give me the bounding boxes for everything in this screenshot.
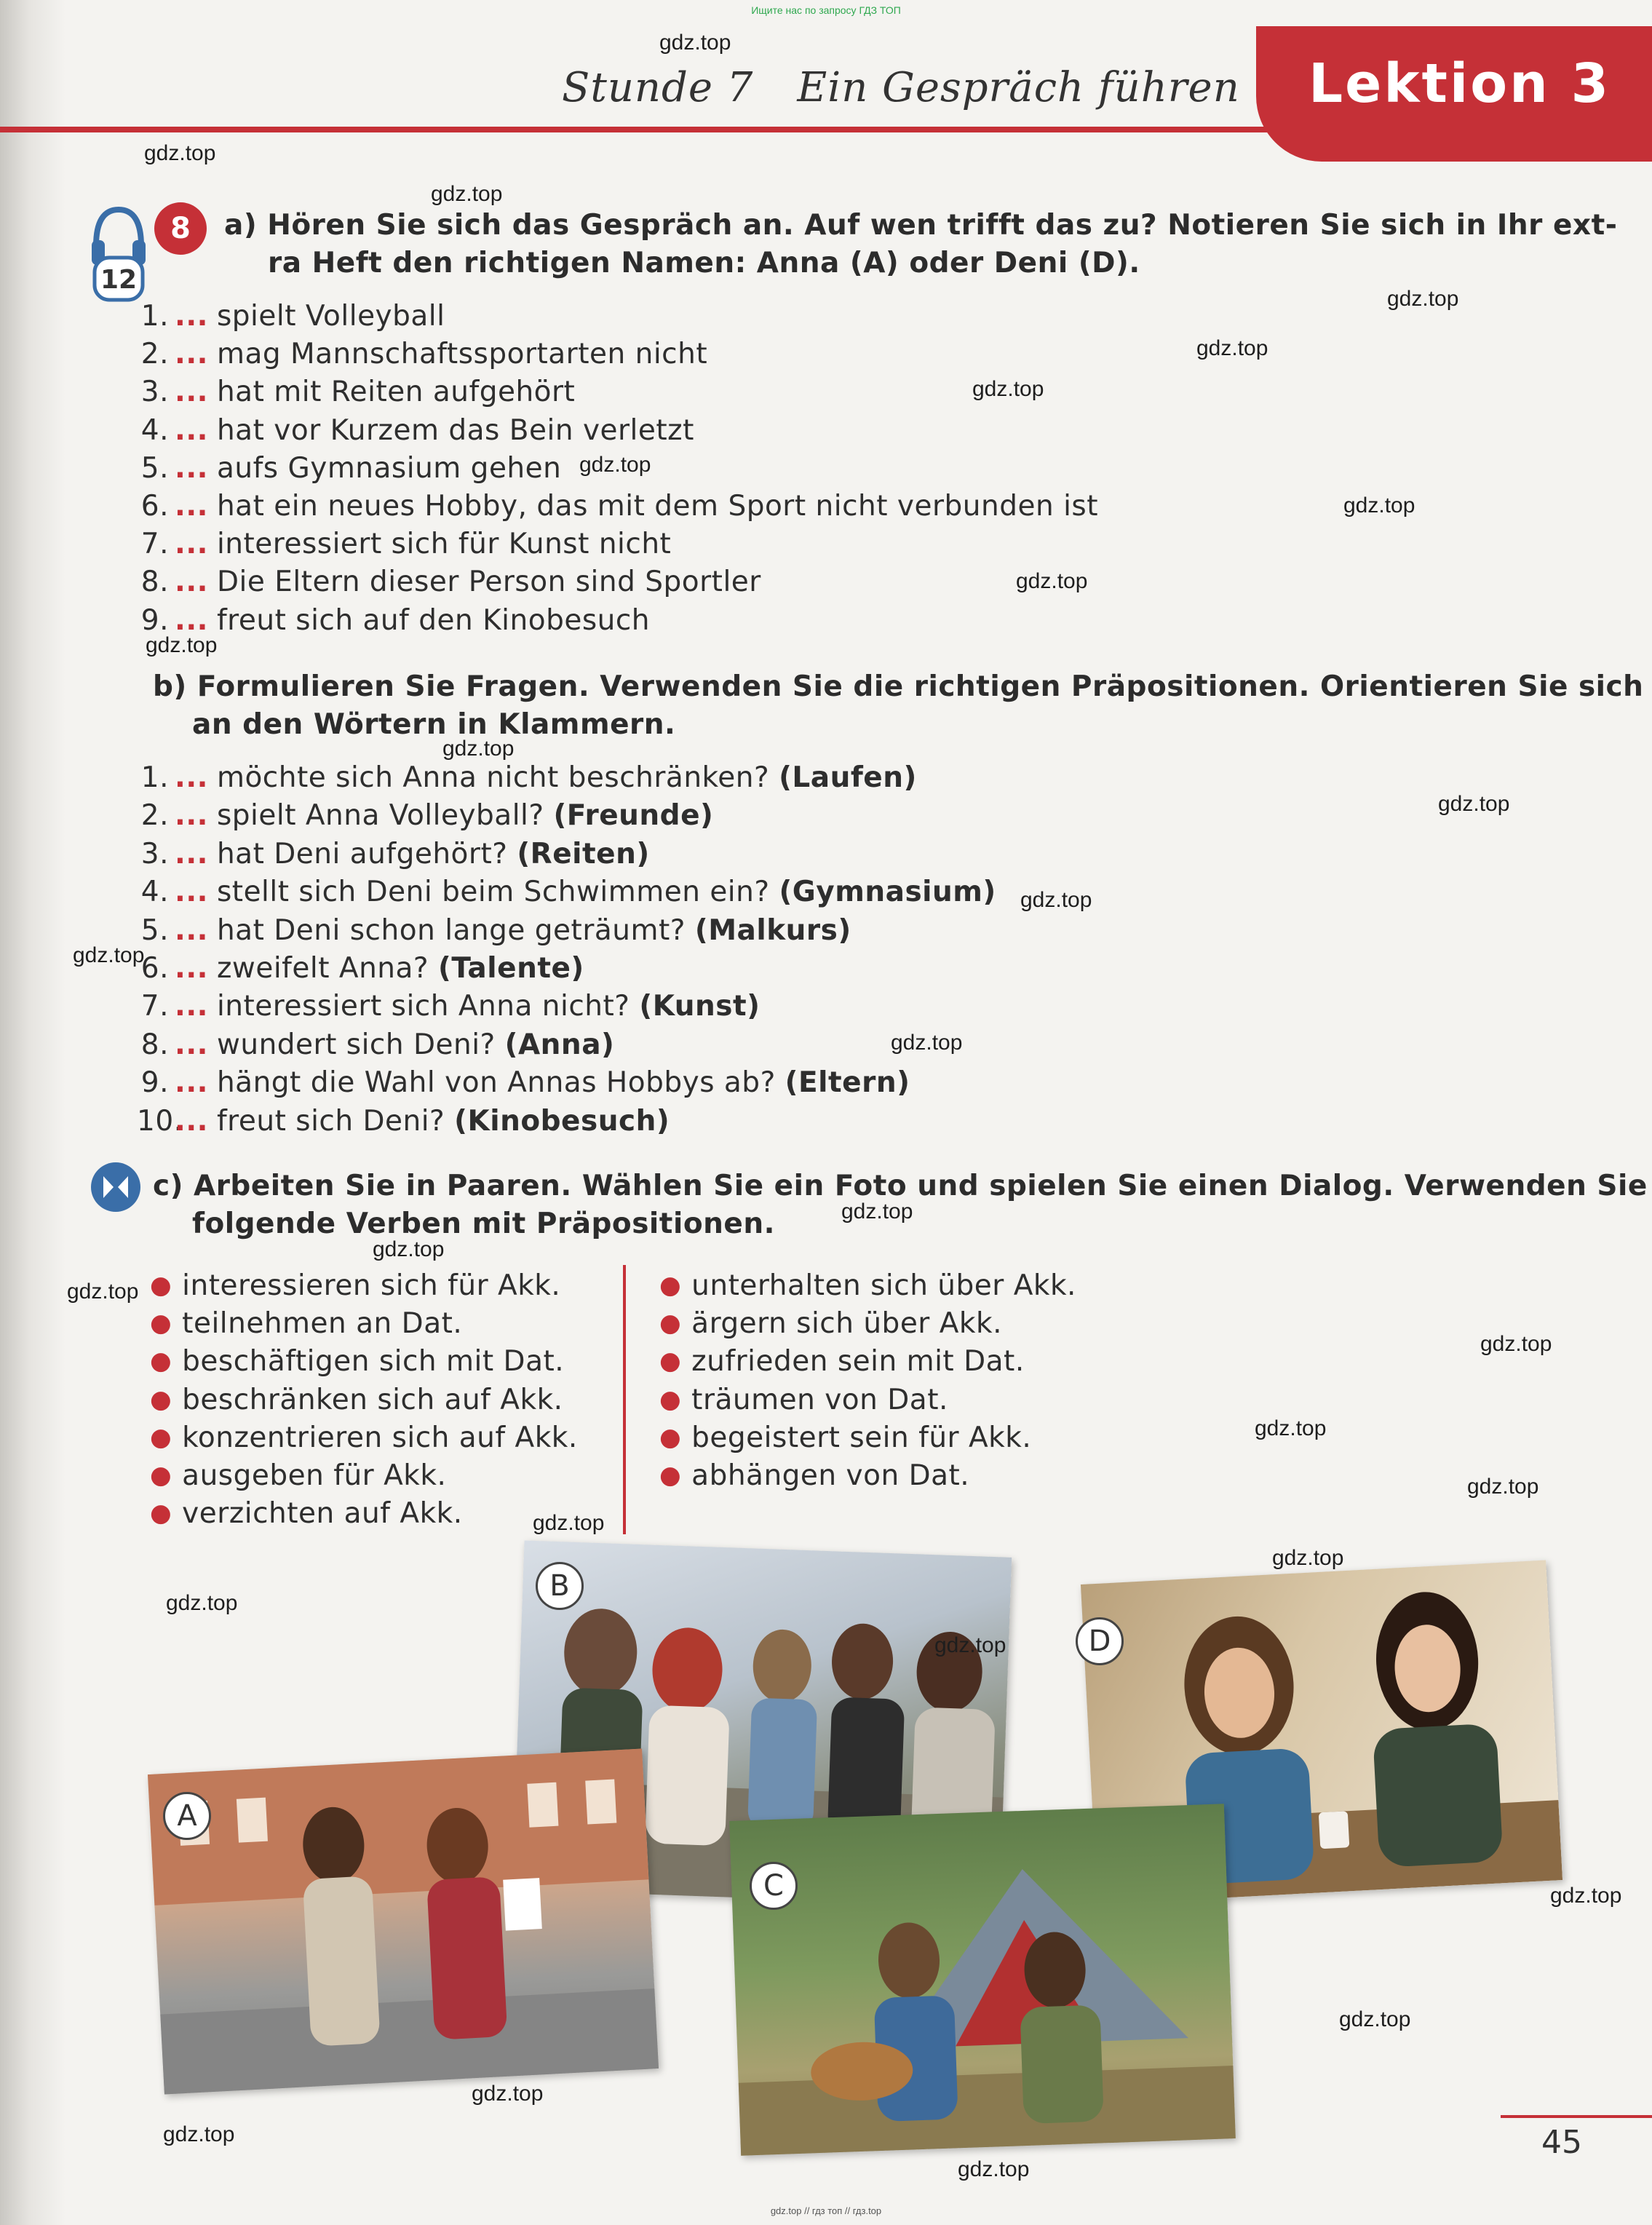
list-a-item xyxy=(137,414,694,447)
watermark: gdz.top xyxy=(431,182,503,206)
watermark: gdz.top xyxy=(1387,287,1459,311)
column-divider xyxy=(623,1265,626,1534)
item-keyword: (Kinobesuch) xyxy=(454,1104,670,1138)
instruction-c-line1: c) Arbeiten Sie in Paaren. Wählen Sie ein Foto und spielen Sie einen Dialog. Verwenden Sie xyxy=(153,1170,1648,1202)
blank-dots: ... xyxy=(175,1028,208,1061)
item-keyword: (Malkurs) xyxy=(694,913,851,947)
item-number: 8. xyxy=(140,566,169,599)
bullet-icon: ● xyxy=(659,1309,682,1338)
photo-a-label: A xyxy=(163,1792,211,1840)
watermark: gdz.top xyxy=(1196,336,1268,360)
item-text: spielt Volleyball xyxy=(216,300,445,333)
blank-dots: ... xyxy=(175,1104,208,1138)
photo-b-label: B xyxy=(536,1562,584,1610)
watermark: gdz.top xyxy=(163,2122,235,2146)
item-number: 7. xyxy=(140,528,169,561)
item-number: 1. xyxy=(140,300,169,333)
verb-item xyxy=(150,1459,446,1492)
bullet-icon: ● xyxy=(659,1422,682,1452)
item-text: aufs Gymnasium gehen xyxy=(216,451,562,485)
item-number: 8. xyxy=(140,1028,169,1061)
page-number: 45 xyxy=(1541,2124,1582,2161)
watermark: gdz.top xyxy=(1255,1416,1327,1440)
list-b-item xyxy=(137,1066,910,1099)
watermark: gdz.top xyxy=(1016,569,1088,593)
verb-text: träumen von Dat. xyxy=(691,1383,948,1416)
watermark: gdz.top xyxy=(442,737,515,761)
list-a-item xyxy=(137,452,561,485)
item-text: zweifelt Anna? xyxy=(216,952,429,985)
instruction-a-line1: a) Hören Sie sich das Gespräch an. Auf wen trifft das zu? Notieren Sie sich in Ihr ext- xyxy=(224,209,1618,242)
watermark: gdz.top xyxy=(1550,1884,1622,1908)
blank-dots: ... xyxy=(175,952,208,985)
item-text: Die Eltern dieser Person sind Sportler xyxy=(216,566,761,599)
watermark: gdz.top xyxy=(533,1511,605,1535)
verb-item xyxy=(150,1421,578,1454)
bullet-icon: ● xyxy=(659,1384,682,1414)
watermark: gdz.top xyxy=(891,1031,963,1055)
item-number: 6. xyxy=(140,952,169,985)
photo-c xyxy=(729,1804,1236,2155)
item-number: 9. xyxy=(140,1066,169,1100)
list-a-item xyxy=(137,490,1098,523)
item-text: mag Mannschaftssportarten nicht xyxy=(216,338,708,371)
blank-dots: ... xyxy=(175,603,208,637)
bullet-icon: ● xyxy=(659,1271,682,1300)
blank-dots: ... xyxy=(175,799,208,833)
photo-c-label: C xyxy=(750,1862,798,1910)
blank-dots: ... xyxy=(175,413,208,447)
watermark: gdz.top xyxy=(472,2082,544,2106)
list-b-item xyxy=(137,761,917,794)
instruction-c-line2: folgende Verben mit Präpositionen. xyxy=(192,1207,775,1240)
bullet-icon: ● xyxy=(150,1422,172,1452)
stunde-label: Stunde 7 xyxy=(562,64,754,111)
verb-text: ausgeben für Akk. xyxy=(182,1459,447,1492)
item-text: hat Deni aufgehört? xyxy=(216,837,508,870)
bullet-icon: ● xyxy=(150,1499,172,1528)
watermark: gdz.top xyxy=(1438,792,1510,816)
watermark: gdz.top xyxy=(73,943,145,967)
item-text: hat ein neues Hobby, das mit dem Sport nicht verbunden ist xyxy=(216,490,1099,523)
blank-dots: ... xyxy=(175,761,208,794)
watermark: gdz.top xyxy=(934,1633,1006,1657)
bullet-icon: ● xyxy=(150,1384,172,1414)
item-text: wundert sich Deni? xyxy=(216,1028,496,1061)
item-keyword: (Laufen) xyxy=(779,761,917,794)
item-number: 6. xyxy=(140,490,169,523)
verb-item xyxy=(150,1307,462,1340)
watermark: gdz.top xyxy=(146,633,218,657)
blank-dots: ... xyxy=(175,300,208,333)
verb-text: konzentrieren sich auf Akk. xyxy=(182,1421,578,1454)
blank-dots: ... xyxy=(175,566,208,599)
list-a-item xyxy=(137,566,761,598)
verb-item xyxy=(659,1307,1002,1340)
bullet-icon: ● xyxy=(150,1461,172,1490)
blank-dots: ... xyxy=(175,528,208,561)
verb-item xyxy=(150,1384,563,1416)
item-text: spielt Anna Volleyball? xyxy=(216,799,544,833)
instruction-b-line1: b) Formulieren Sie Fragen. Verwenden Sie die richtigen Präpositionen. Orientieren Sie sich xyxy=(153,670,1644,703)
blank-dots: ... xyxy=(175,990,208,1023)
list-a-item xyxy=(137,528,671,560)
exercise-number-badge: 8 xyxy=(154,202,207,255)
item-text: freut sich auf den Kinobesuch xyxy=(216,603,651,637)
verb-text: ärgern sich über Akk. xyxy=(691,1307,1002,1341)
instruction-b-line2: an den Wörtern in Klammern. xyxy=(192,708,676,741)
watermark: gdz.top xyxy=(659,31,731,55)
watermark: gdz.top xyxy=(1020,888,1092,912)
list-a-item xyxy=(137,376,575,408)
item-text: interessiert sich für Kunst nicht xyxy=(216,528,672,561)
item-text: stellt sich Deni beim Schwimmen ein? xyxy=(216,876,770,909)
watermark: gdz.top xyxy=(958,2157,1030,2181)
item-text: hat Deni schon lange geträumt? xyxy=(216,913,686,947)
instruction-a-line2: ra Heft den richtigen Namen: Anna (A) oder Deni (D). xyxy=(268,247,1140,279)
watermark: gdz.top xyxy=(579,453,651,477)
list-b-item xyxy=(137,1028,614,1061)
list-a-item xyxy=(137,300,445,333)
verb-text: verzichten auf Akk. xyxy=(182,1497,463,1531)
item-number: 4. xyxy=(140,876,169,909)
item-keyword: (Reiten) xyxy=(517,837,650,870)
item-keyword: (Gymnasium) xyxy=(779,876,996,909)
blank-dots: ... xyxy=(175,876,208,909)
page-title xyxy=(562,64,1240,111)
item-keyword: (Kunst) xyxy=(639,990,761,1023)
item-keyword: (Anna) xyxy=(504,1028,615,1061)
list-b-item xyxy=(137,876,996,908)
watermark: gdz.top xyxy=(144,141,216,165)
item-keyword: (Eltern) xyxy=(785,1066,910,1100)
item-number: 7. xyxy=(140,990,169,1023)
item-number: 2. xyxy=(140,338,169,371)
watermark: gdz.top xyxy=(67,1280,139,1304)
photo-a xyxy=(148,1749,659,2095)
blank-dots: ... xyxy=(175,338,208,371)
bullet-icon: ● xyxy=(150,1271,172,1300)
blank-dots: ... xyxy=(175,1066,208,1100)
item-number: 9. xyxy=(140,603,169,637)
item-number: 3. xyxy=(140,376,169,409)
lektion-label: Lektion 3 xyxy=(1309,52,1611,115)
bottom-watermark-banner: gdz.top // гдз топ // гдз.top xyxy=(770,2205,882,2216)
headphones-audio-icon[interactable] xyxy=(90,195,147,304)
watermark: gdz.top xyxy=(1272,1546,1344,1570)
watermark: gdz.top xyxy=(972,377,1044,401)
bullet-icon: ● xyxy=(150,1309,172,1338)
item-text: hängt die Wahl von Annas Hobbys ab? xyxy=(216,1066,776,1100)
list-b-item xyxy=(137,799,713,832)
item-text: freut sich Deni? xyxy=(216,1104,445,1138)
blank-dots: ... xyxy=(175,490,208,523)
item-text: interessiert sich Anna nicht? xyxy=(216,990,630,1023)
blank-dots: ... xyxy=(175,913,208,947)
verb-text: abhängen von Dat. xyxy=(691,1459,970,1492)
verb-text: interessieren sich für Akk. xyxy=(182,1269,561,1302)
blank-dots: ... xyxy=(175,837,208,870)
top-watermark-banner: Ищите нас по запросу ГДЗ ТОП xyxy=(751,4,901,16)
page-number-rule xyxy=(1501,2115,1652,2118)
item-number: 3. xyxy=(140,837,169,870)
book-spine-shadow xyxy=(0,0,65,2225)
verb-item xyxy=(659,1459,969,1492)
bullet-icon: ● xyxy=(659,1346,682,1376)
header-rule xyxy=(0,127,1281,132)
item-number: 2. xyxy=(140,799,169,833)
list-b-item xyxy=(137,990,760,1023)
item-number: 4. xyxy=(140,413,169,447)
bullet-icon: ● xyxy=(659,1461,682,1490)
watermark: gdz.top xyxy=(1343,493,1415,517)
audio-track-number: 12 xyxy=(100,265,138,295)
verb-text: beschränken sich auf Akk. xyxy=(182,1383,563,1416)
photo-d-label: D xyxy=(1076,1617,1124,1665)
verb-item xyxy=(659,1345,1025,1378)
item-text: hat vor Kurzem das Bein verletzt xyxy=(216,413,694,447)
item-text: möchte sich Anna nicht beschränken? xyxy=(216,761,770,794)
list-a-item xyxy=(137,604,650,637)
list-b-item xyxy=(137,952,584,985)
item-number: 5. xyxy=(140,451,169,485)
watermark: gdz.top xyxy=(166,1591,238,1615)
verb-text: begeistert sein für Akk. xyxy=(691,1421,1032,1454)
verb-text: teilnehmen an Dat. xyxy=(182,1307,463,1341)
verb-item xyxy=(150,1345,564,1378)
verb-text: zufrieden sein mit Dat. xyxy=(691,1345,1025,1379)
item-number: 1. xyxy=(140,761,169,794)
item-number: 10. xyxy=(137,1104,183,1138)
list-b-item xyxy=(137,838,650,870)
verb-text: unterhalten sich über Akk. xyxy=(691,1269,1076,1302)
pair-work-icon xyxy=(89,1154,143,1220)
bullet-icon: ● xyxy=(150,1346,172,1376)
verb-item xyxy=(659,1269,1076,1302)
item-text: hat mit Reiten aufgehört xyxy=(216,376,576,409)
verb-text: beschäftigen sich mit Dat. xyxy=(182,1345,565,1379)
verb-item xyxy=(150,1269,560,1302)
list-a-item xyxy=(137,338,707,370)
watermark: gdz.top xyxy=(841,1199,913,1223)
list-b-item xyxy=(137,914,851,947)
blank-dots: ... xyxy=(175,451,208,485)
watermark: gdz.top xyxy=(373,1237,445,1261)
item-keyword: (Freunde) xyxy=(553,799,714,833)
verb-item xyxy=(659,1421,1031,1454)
item-keyword: (Talente) xyxy=(438,952,584,985)
verb-item xyxy=(659,1384,948,1416)
blank-dots: ... xyxy=(175,376,208,409)
verb-item xyxy=(150,1497,463,1530)
watermark: gdz.top xyxy=(1339,2007,1411,2031)
watermark: gdz.top xyxy=(1480,1332,1552,1356)
watermark: gdz.top xyxy=(1467,1475,1539,1499)
list-b-item xyxy=(137,1105,670,1138)
item-number: 5. xyxy=(140,913,169,947)
lesson-title: Ein Gespräch führen xyxy=(797,64,1240,111)
